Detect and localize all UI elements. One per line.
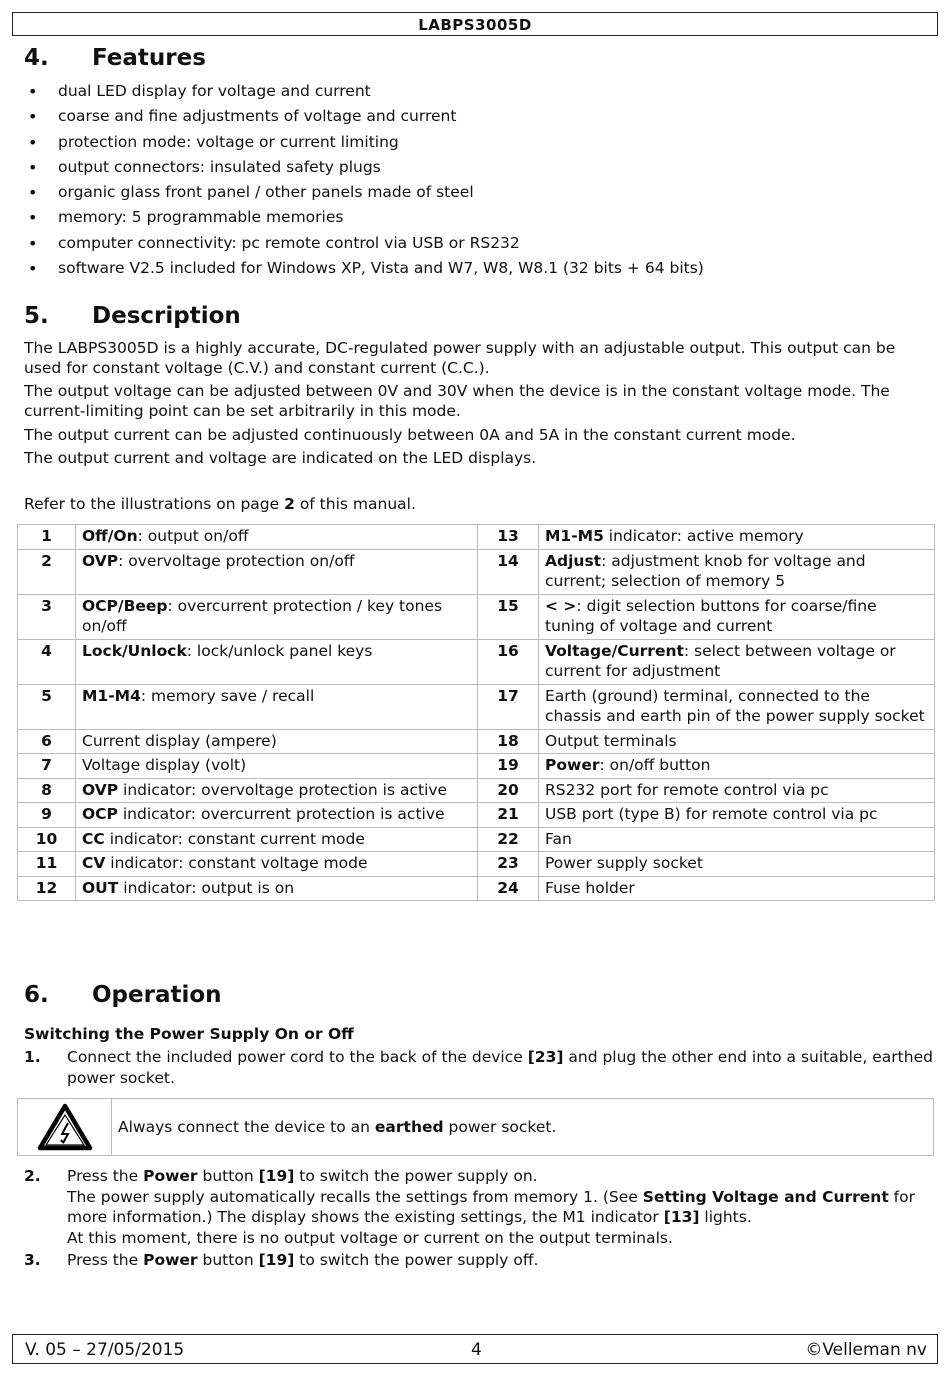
table-row (18, 754, 935, 779)
step-bold: Power (143, 1167, 198, 1185)
step-number: 3. (24, 1251, 41, 1269)
part-number: 3 (18, 594, 76, 639)
section-number: 6. (24, 982, 49, 1008)
table-row (18, 803, 935, 828)
part-description (539, 729, 935, 754)
part-number: 24 (478, 876, 539, 901)
part-text: : on/off button (599, 756, 711, 774)
refer-text: of this manual. (294, 495, 416, 513)
part-number: 10 (18, 827, 76, 852)
step-text: button (197, 1251, 259, 1269)
part-name: OVP (82, 551, 119, 570)
part-number: 21 (478, 803, 539, 828)
list-item: • software V2.5 included for Windows XP, Vista and W7, W8, W8.1 (32 bits + 64 bits) (24, 257, 924, 282)
part-number: 1 (18, 525, 76, 550)
step-text: Press the (67, 1167, 144, 1185)
part-description (76, 594, 478, 639)
step-line (67, 1187, 936, 1228)
part-description (76, 803, 478, 828)
part-description (539, 827, 935, 852)
part-description (76, 778, 478, 803)
list-item: • memory: 5 programmable memories (24, 206, 924, 231)
step-item (24, 1250, 936, 1271)
footer-copyright: ©Velleman nv (805, 1340, 927, 1360)
part-text: Fuse holder (545, 878, 635, 897)
step-text: to switch the power supply on. (294, 1167, 538, 1185)
part-text: : overcurrent protection / key tones on/off (82, 596, 443, 635)
part-description (539, 639, 935, 684)
part-text: : lock/unlock panel keys (186, 641, 373, 660)
part-text: indicator: output is on (118, 878, 295, 897)
part-text: Output terminals (545, 731, 677, 750)
table-row (18, 594, 935, 639)
step-text: for more information.) The display shows the existing settings, the M1 indicator (67, 1187, 915, 1226)
part-number: 5 (18, 684, 76, 729)
part-number: 8 (18, 778, 76, 803)
list-item: • coarse and fine adjustments of voltage and current (24, 105, 924, 130)
part-description (76, 876, 478, 901)
list-item: • organic glass front panel / other panels made of steel (24, 181, 924, 206)
part-name: CV (82, 854, 106, 872)
section-number: 4. (24, 45, 49, 71)
table-row (18, 549, 935, 594)
part-name: Adjust (545, 551, 602, 570)
part-number: 22 (478, 827, 539, 852)
part-name: OUT (82, 878, 119, 897)
parts-table (17, 524, 935, 901)
part-number: 4 (18, 639, 76, 684)
part-name: Off/On (82, 527, 138, 545)
part-text: Current display (ampere) (82, 731, 277, 750)
part-text: Power supply socket (545, 854, 703, 872)
part-description (539, 803, 935, 828)
list-item: • dual LED display for voltage and current (24, 80, 924, 105)
part-number: 16 (478, 639, 539, 684)
part-description (539, 852, 935, 877)
step-line (67, 1166, 936, 1187)
part-text: Earth (ground) terminal, connected to the chassis and earth pin of the power supply socket (545, 686, 925, 725)
part-number: 2 (18, 549, 76, 594)
part-description (539, 876, 935, 901)
refer-paragraph (24, 494, 936, 514)
part-description (76, 525, 478, 550)
part-number: 11 (18, 852, 76, 877)
step-number: 1. (24, 1048, 41, 1066)
step-number: 2. (24, 1167, 41, 1185)
warning-text (112, 1099, 556, 1155)
section-title: Description (92, 303, 241, 329)
part-name: Voltage/Current (545, 641, 684, 660)
part-number: 6 (18, 729, 76, 754)
part-text: indicator: active memory (603, 527, 804, 545)
part-text: : output on/off (137, 527, 249, 545)
list-item: • output connectors: insulated safety plugs (24, 156, 924, 181)
part-number: 19 (478, 754, 539, 779)
part-description (539, 778, 935, 803)
part-description (539, 549, 935, 594)
table-row (18, 852, 935, 877)
part-text: : memory save / recall (140, 686, 315, 705)
description-paragraph: The output voltage can be adjusted between 0V and 30V when the device is in the constant voltage mode. The current-limiting point can be set arbitrarily in this mode. (24, 382, 890, 420)
part-name: Lock/Unlock (82, 641, 187, 660)
step-ref: [13] (663, 1208, 700, 1226)
table-row (18, 876, 935, 901)
part-name: M1-M4 (82, 686, 141, 705)
part-text: indicator: constant voltage mode (105, 854, 368, 872)
part-name: OCP/Beep (82, 596, 168, 615)
step-text: lights. (699, 1208, 752, 1226)
part-number: 20 (478, 778, 539, 803)
part-number: 14 (478, 549, 539, 594)
table-row (18, 778, 935, 803)
step-ref: [19] (258, 1167, 295, 1185)
operation-heading (24, 982, 222, 1008)
part-description (76, 754, 478, 779)
footer-version: V. 05 – 27/05/2015 (25, 1340, 185, 1360)
part-text: RS232 port for remote control via pc (545, 780, 829, 799)
description-heading (24, 303, 241, 329)
step-list (24, 1047, 936, 1088)
part-description (76, 852, 478, 877)
description-paragraph: The LABPS3005D is a highly accurate, DC-regulated power supply with an adjustable output. This output can be used for constant voltage (C.V.) and constant current (C.C.). (24, 339, 896, 377)
part-description (539, 525, 935, 550)
part-text: Fan (545, 829, 572, 848)
warning-box (17, 1098, 934, 1156)
section-number: 5. (24, 303, 49, 329)
refer-text: Refer to the illustrations on page (24, 495, 285, 513)
step-item (24, 1166, 936, 1248)
part-name: CC (82, 829, 105, 848)
warning-emphasis: earthed (374, 1118, 444, 1136)
page-footer (12, 1334, 938, 1364)
part-description (76, 729, 478, 754)
part-name: Power (545, 756, 600, 774)
step-line: At this moment, there is no output voltage or current on the output terminals. (67, 1228, 673, 1247)
step-bold: Power (143, 1251, 198, 1269)
step-text: Connect the included power cord to the back of the device (67, 1048, 528, 1066)
part-description (539, 684, 935, 729)
refer-page: 2 (284, 495, 295, 513)
part-number: 7 (18, 754, 76, 779)
part-text: : adjustment knob for voltage and current; selection of memory 5 (545, 551, 866, 590)
features-list (24, 80, 924, 282)
footer-page-number: 4 (471, 1340, 482, 1360)
part-number: 13 (478, 525, 539, 550)
operation-subtitle: Switching the Power Supply On or Off (24, 1025, 354, 1043)
step-text: The power supply automatically recalls the settings from memory 1. (See (67, 1187, 643, 1206)
step-item (24, 1047, 936, 1088)
table-row (18, 639, 935, 684)
step-text: to switch the power supply off. (294, 1251, 539, 1269)
part-name: M1-M5 (545, 527, 604, 545)
part-number: 9 (18, 803, 76, 828)
step-list (24, 1166, 936, 1271)
warning-text-part: power socket. (443, 1118, 557, 1136)
list-item: • computer connectivity: pc remote control via USB or RS232 (24, 232, 924, 257)
part-number: 12 (18, 876, 76, 901)
part-text: indicator: overcurrent protection is active (117, 805, 445, 823)
list-item: • protection mode: voltage or current limiting (24, 131, 924, 156)
part-number: 18 (478, 729, 539, 754)
part-description (539, 594, 935, 639)
part-number: 23 (478, 852, 539, 877)
page-header: LABPS3005D (12, 12, 938, 36)
step-ref: [23] (527, 1048, 564, 1066)
table-row (18, 827, 935, 852)
part-description (76, 684, 478, 729)
electrical-hazard-icon (18, 1099, 112, 1155)
part-name: < > (545, 596, 577, 615)
part-text: indicator: overvoltage protection is active (118, 780, 448, 799)
step-text: Press the (67, 1251, 144, 1269)
section-title: Operation (92, 982, 222, 1008)
step-bold: Setting Voltage and Current (642, 1187, 889, 1206)
part-text: : digit selection buttons for coarse/fine tuning of voltage and current (545, 596, 877, 635)
step-text: button (197, 1167, 259, 1185)
table-row (18, 684, 935, 729)
part-description (76, 827, 478, 852)
part-number: 17 (478, 684, 539, 729)
section-title: Features (92, 45, 206, 71)
part-text: Voltage display (volt) (82, 756, 247, 774)
part-number: 15 (478, 594, 539, 639)
part-description (76, 639, 478, 684)
table-row (18, 525, 935, 550)
step-text: and plug the other end into a suitable, earthed power socket. (67, 1048, 933, 1087)
description-paragraph: The output current and voltage are indicated on the LED displays. (24, 449, 537, 467)
part-text: : overvoltage protection on/off (118, 551, 355, 570)
part-description (539, 754, 935, 779)
part-name: OVP (82, 780, 119, 799)
warning-text-part: Always connect the device to an (118, 1118, 375, 1136)
part-text: : select between voltage or current for adjustment (545, 641, 896, 680)
table-row (18, 729, 935, 754)
part-text: indicator: constant current mode (104, 829, 365, 848)
description-paragraph: The output current can be adjusted continuously between 0A and 5A in the constant current mode. (24, 426, 796, 444)
features-heading (24, 45, 206, 71)
step-ref: [19] (258, 1251, 295, 1269)
part-description (76, 549, 478, 594)
part-name: OCP (82, 805, 118, 823)
part-text: USB port (type B) for remote control via pc (545, 805, 878, 823)
